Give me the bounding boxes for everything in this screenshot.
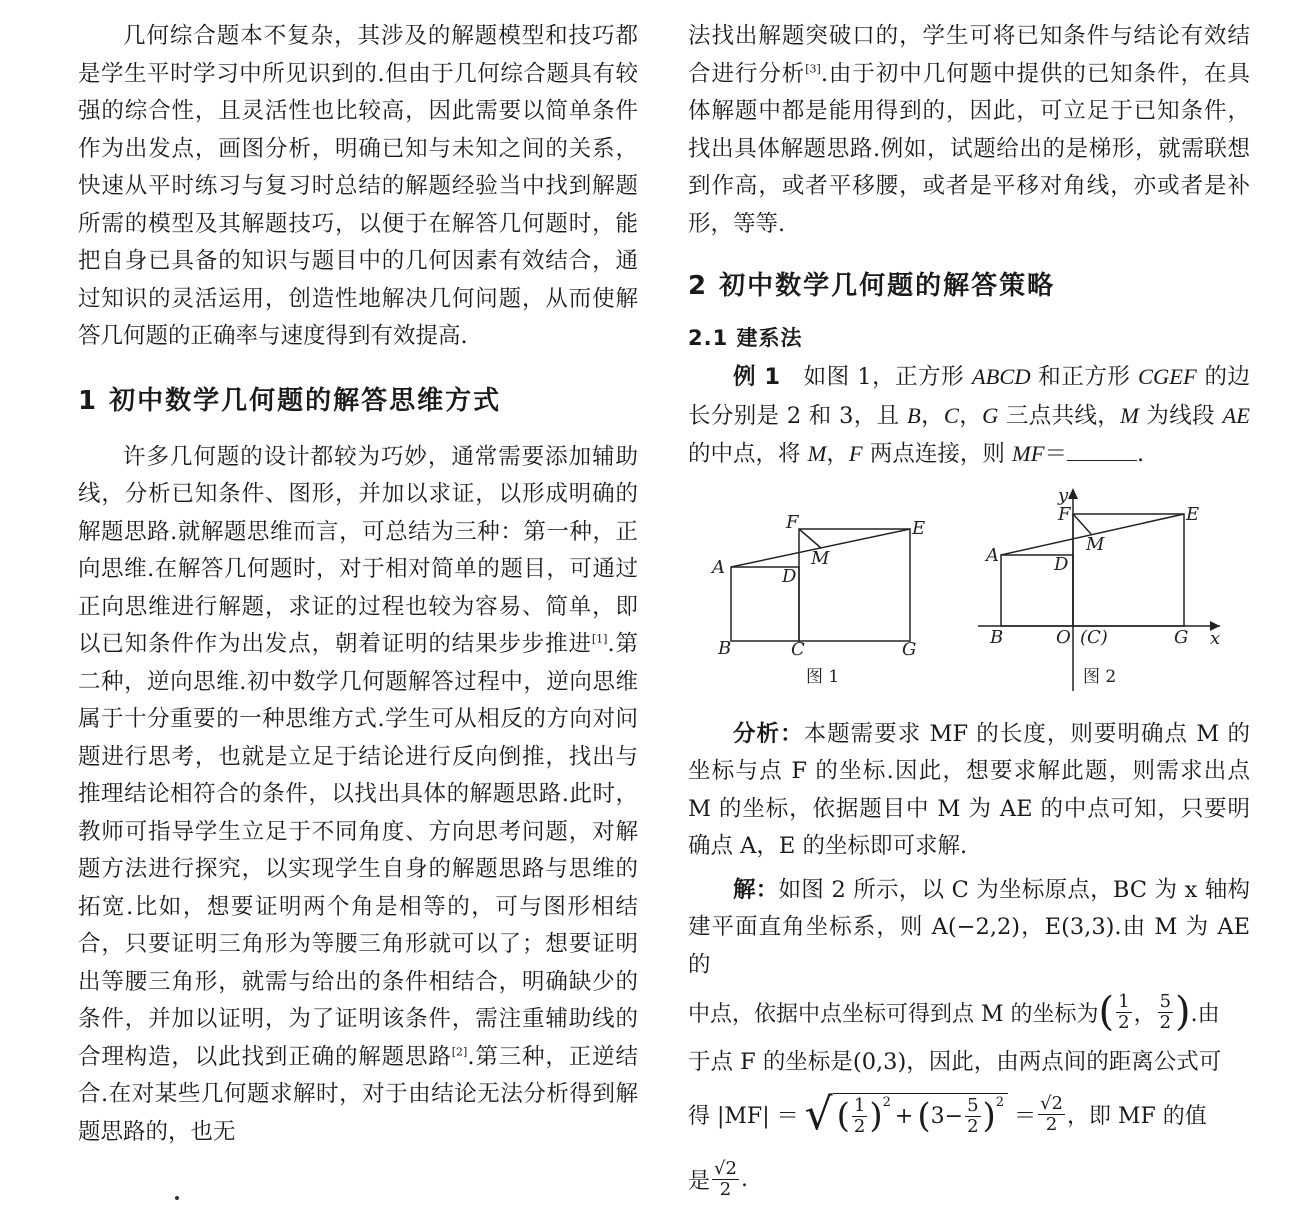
numerator: 5 [967, 1094, 979, 1116]
fig1-label-f: F [786, 511, 799, 533]
comma: ， [1133, 1001, 1156, 1027]
fig2-label-f: F [1058, 503, 1071, 525]
example-text: . [1137, 441, 1145, 467]
fig2-segment-fm [1073, 514, 1091, 534]
fig2-label-x: x [1210, 627, 1221, 649]
example-1-text [688, 358, 1250, 474]
solution-line-f: 于点 F 的坐标是(0,3)，因此，由两点间的距离公式可 [688, 1049, 1222, 1075]
fraction-one-half [1116, 992, 1131, 1033]
solution-text: .由 [1190, 1001, 1220, 1027]
exponent: 2 [882, 1094, 891, 1110]
figure-1-and-2 [688, 486, 1250, 708]
math-abcd: ABCD [971, 364, 1031, 389]
fig1-label-m: M [811, 547, 830, 569]
denominator: 2 [1118, 1011, 1130, 1033]
math-m: M [1120, 402, 1139, 428]
math-b: B [906, 402, 921, 428]
paren-open: ( [1098, 989, 1115, 1035]
exponent: 2 [995, 1094, 1005, 1110]
denominator: 2 [1159, 1011, 1172, 1033]
solution-line-answer [688, 1148, 1250, 1212]
intro-paragraph: 几何综合题本不复杂，其涉及的解题模型和技巧都是学生平时学习中所见识到的.但由于几何综合题具有较强的综合性，且灵活性也比较高，因此需要以简单条件作为出发点，画图分析，明确已知与未知之间的关系，快速从平时练习与复习时总结的解题经验当中找到解题所需的模型及其解题技巧，以便于在解答几何题时，能把自身已具备的知识与题目中的几何因素有效结合，通过知识的灵活运用，创造性地解决几何问题，从而使解答几何题的正确率与速度得到有效提高. [78, 23, 638, 349]
fig2-label-c: (C) [1080, 626, 1108, 648]
numerator: 5 [1159, 990, 1172, 1012]
denominator: 2 [853, 1115, 866, 1137]
fraction-five-halves [1158, 992, 1173, 1033]
continued-text-b: .由于初中几何题中提供的已知条件，在具体解题中都是能用得到的，因此，可立足于已知条件，找出具体解题思路.例如，试题给出的是梯形，就需联想到作高，或者平移腰，或者是平移对角线，亦或者是补形，等等. [688, 60, 1250, 237]
figure-2-caption: 图 2 [1083, 666, 1117, 687]
section-1-text-c: .第三种，正逆结合.在对某些几何题求解时，对于由结论无法分析得到解题思路的，也无 [78, 1043, 638, 1145]
example-text: 为线段 [1138, 402, 1223, 429]
numerator: √2 [714, 1158, 737, 1179]
section-1-text-b: .第二种，逆向思维.初中数学几何题解答过程中，逆向思维属于十分重要的一种思维方式.学生可从相反的方向对问题进行思考，也就是立足于结论进行反向倒推，找出与推理结论相符合的条件，以找出具体的解题思路.此时，教师可指导学生立足于不同角度、方向思考问题，对解题方法进行探究，以实现学生自身的解题思路与思维的拓宽.比如，想要证明两个角是相等的，可与图形相结合，只要证明三角形为等腰三角形就可以了；想要证明出等腰三角形，就需与给出的条件相结合，明确缺少的条件，并加以证明，为了证明该条件，需注重辅助线的合理构造，以此找到正确的解题思路 [78, 631, 638, 1070]
analysis-text: 本题需要求 MF 的长度，则要明确点 M 的坐标与点 F 的坐标.因此，想要求解此题，则需求出点 M 的坐标，依据题目中 M 为 AE 的中点可知，只要明确点 A，E 的坐标即可求解. [688, 720, 1250, 859]
fig1-label-c: C [791, 638, 805, 660]
solution-text: 中点，依据中点坐标可得到点 M 的坐标为 [688, 1001, 1099, 1027]
section-1-heading: 1 初中数学几何题的解答思维方式 [78, 385, 502, 416]
fig1-label-b: B [718, 637, 732, 659]
denominator: 2 [967, 1115, 979, 1137]
solution-text: 是 [688, 1169, 711, 1194]
fig1-segment-fm [799, 529, 821, 548]
solution-label: 解： [733, 876, 779, 903]
example-label: 例 1 [733, 364, 781, 390]
paren-close: ) [982, 1096, 996, 1136]
example-text: 的中点，将 [688, 441, 808, 467]
fraction-sqrt2-over-2 [712, 1159, 739, 1200]
solution-text: . [740, 1167, 748, 1192]
math-mf: MF [1011, 441, 1045, 466]
continued-text-a: 法找出解题突破口的，学生可将已知条件与结论有效结合进行分析 [688, 23, 1250, 87]
solution-paragraph [688, 872, 1250, 985]
subsection-2-1-heading: 2.1 建系法 [688, 326, 803, 350]
figures [688, 486, 1250, 708]
continued-paragraph [688, 18, 1250, 243]
reference-1: [1] [591, 632, 608, 646]
example-text: ， [826, 441, 849, 467]
section-1-paragraph [78, 439, 638, 1152]
fig2-label-d: D [1054, 553, 1069, 575]
radical-sign: √ [804, 1088, 833, 1140]
fig1-label-a: A [712, 556, 725, 578]
fraction-one-half [852, 1096, 867, 1137]
example-text: 如图 1，正方形 [803, 364, 972, 390]
example-text: 的边长分别是 2 和 3，且 [688, 364, 1250, 429]
fig2-label-o: O [1056, 626, 1071, 648]
solution-line-midpoint [688, 984, 1250, 1040]
solution-text: 得 |MF| ＝ [688, 1104, 799, 1129]
fraction-sqrt2-over-2 [1038, 1094, 1065, 1135]
example-text: 和正方形 [1030, 364, 1139, 390]
solution-text: ，即 MF 的值 [1067, 1104, 1207, 1129]
numerator: √2 [1040, 1093, 1063, 1114]
denominator: 2 [1045, 1114, 1058, 1135]
fig2-label-m: M [1086, 533, 1105, 555]
math-cgef: CGEF [1138, 364, 1197, 389]
analysis-label: 分析： [733, 720, 804, 747]
section-2-heading: 2 初中数学几何题的解答策略 [688, 271, 1056, 301]
math-c: C [943, 402, 959, 428]
math-g: G [982, 402, 999, 428]
math-f: F [848, 441, 863, 466]
math-m: M [807, 441, 827, 466]
radicand [833, 1093, 1008, 1137]
fraction-five-halves [965, 1096, 980, 1137]
figure-1-caption: 图 1 [806, 666, 840, 687]
denominator: 2 [719, 1179, 732, 1200]
fig1-label-e: E [912, 517, 926, 539]
example-text: ， [958, 402, 983, 429]
section-1-text-a: 许多几何题的设计都较为巧妙，通常需要添加辅助线，分析已知条件、图形，并加以求证，以形成明确的解题思路.就解题思维而言，可总结为三种：第一种，正向思维.在解答几何题时，对于相对简单的题目，可通过正向思维进行解题，求证的过程也较为容易、简单，即以已知条件作为出发点，朝着证明的结果步步推进 [78, 443, 638, 657]
reference-2: [2] [451, 1045, 468, 1058]
fig2-label-b: B [990, 626, 1004, 648]
solution-line-distance [688, 1082, 1250, 1148]
answer-blank [1067, 440, 1137, 461]
square-root [804, 1088, 1008, 1140]
equals: ＝ [1014, 1104, 1037, 1129]
fig2-y-arrow [1068, 488, 1078, 499]
math-ae: AE [1222, 402, 1250, 428]
numerator: 1 [1118, 990, 1130, 1012]
fig1-label-d: D [782, 565, 797, 587]
fig2-square-cgef [1073, 514, 1184, 626]
fig1-label-g: G [902, 638, 917, 660]
example-text: 两点连接，则 [862, 441, 1012, 467]
paren-open: ( [917, 1096, 931, 1136]
reference-3: [3] [805, 62, 821, 75]
example-text: 三点共线， [998, 402, 1121, 429]
three-minus: 3− [930, 1103, 964, 1129]
fig2-label-a: A [986, 544, 999, 566]
paren-close: ) [1175, 989, 1191, 1035]
example-text: ， [920, 402, 944, 429]
analysis-paragraph [688, 716, 1250, 866]
fig2-label-g: G [1174, 626, 1189, 648]
left-column [78, 18, 638, 1151]
fig2-label-y: y [1058, 485, 1069, 506]
example-text: ＝ [1044, 441, 1067, 467]
solution-text: 如图 2 所示，以 C 为坐标原点，BC 为 x 轴构建平面直角坐标系，则 A(−2,2)，E(3,3).由 M 为 AE 的 [688, 876, 1250, 978]
fig1-square-cgef [799, 529, 910, 641]
right-column [688, 18, 1250, 1212]
fig2-label-e: E [1186, 503, 1200, 525]
paren-close: ) [869, 1096, 883, 1136]
paren-open: ( [836, 1096, 850, 1136]
numerator: 1 [853, 1094, 866, 1116]
page-mark [175, 1196, 179, 1200]
plus: + [894, 1103, 914, 1129]
